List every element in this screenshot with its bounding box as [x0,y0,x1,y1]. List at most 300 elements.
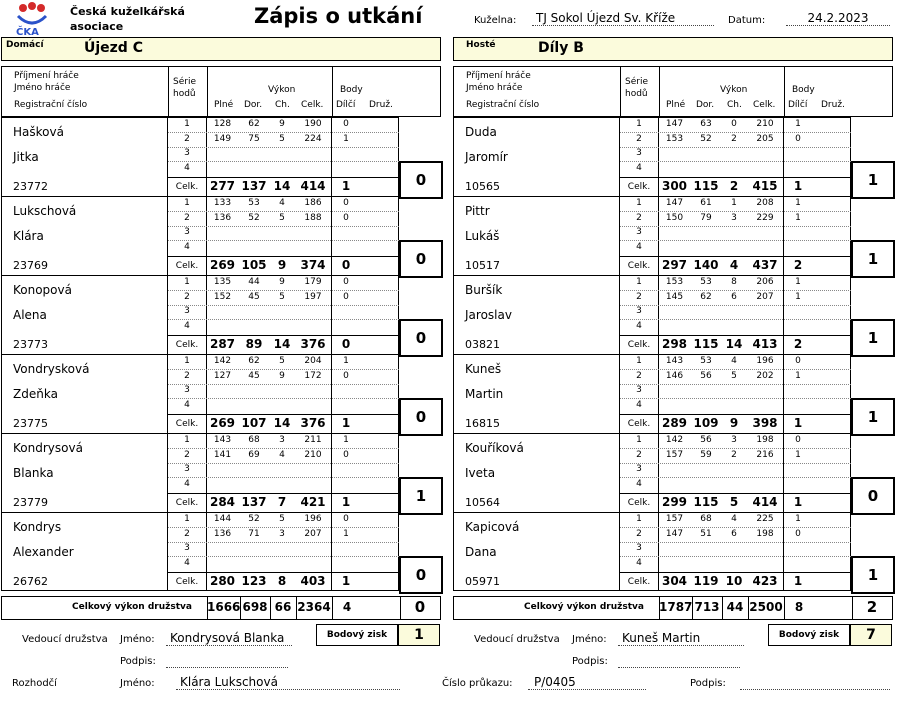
serie-dor-value: 53 [700,356,712,366]
total-dilci-value: 2 [793,337,803,351]
serie-ch-value: 9 [279,277,285,287]
serie-number: 2 [184,133,190,144]
serie-number: 4 [184,320,190,331]
dilci-header: Dílčí [336,100,356,110]
total-dor-value: 119 [693,574,719,588]
ch-header: Ch. [727,100,742,110]
serie-number: 1 [636,356,642,366]
serie-dor-value: 44 [248,277,260,287]
total-row-label: Celk. [627,498,651,508]
serie-dilci-value: 0 [795,133,801,144]
serie-celk-value: 202 [756,370,774,381]
player-first-name: Martin [465,387,504,401]
player-header-1: Příjmení hráče [466,71,531,81]
serie-ch-value: 5 [279,133,285,144]
serie-number: 4 [184,399,190,410]
serie-dilci-value: 1 [343,435,349,445]
serie-celk-value: 196 [756,356,774,366]
total-celk-value: 398 [752,416,778,430]
total-ch-value: 14 [273,416,291,430]
duel-points-box: 0 [399,240,443,278]
serie-celk-value: 216 [756,449,774,460]
column-divider [168,67,169,116]
total-dilci-value: 1 [341,416,351,430]
serie-dilci-value: 1 [795,370,801,381]
player-surname: Vondrysková [13,362,90,376]
player-registration: 03821 [465,338,500,351]
total-celk-value: 414 [300,179,326,193]
total-dilci-value: 1 [341,495,351,509]
column-divider [440,67,441,116]
player-surname: Kuneš [465,362,502,376]
serie-dor-value: 53 [248,198,260,208]
serie-ch-value: 5 [731,370,737,381]
serie-number: 2 [636,291,642,302]
serie-number: 4 [636,162,642,173]
duel-points-box: 0 [399,319,443,357]
player-registration: 23779 [13,496,48,509]
column-divider [270,597,271,619]
total-dor-value: 89 [245,337,263,351]
column-divider [332,597,333,619]
total-celk-value: 376 [300,337,326,351]
serie-ch-value: 4 [731,514,737,524]
page-title: Zápis o utkání [254,4,423,28]
total-divider [620,256,851,257]
player-separator [453,196,851,197]
total-plne-value: 287 [209,337,236,351]
celk-header: Celk. [301,100,324,110]
serie-dor-value: 52 [248,514,260,524]
total-plne-value: 269 [209,416,236,430]
serie-ch-value: 2 [731,449,737,460]
svg-text:ČKA: ČKA [16,27,39,36]
total-celk-value: 414 [752,495,778,509]
player-header-2: Jméno hráče [466,83,523,93]
serie-plne-value: 143 [213,435,232,445]
venue-label: Kuželna: [474,15,517,26]
team-total-dilci: 8 [794,600,804,614]
column-divider [748,597,749,619]
serie-plne-value: 147 [665,528,684,539]
total-ch-value: 8 [277,574,287,588]
player-first-name: Klára [13,229,44,243]
player-registration: 16815 [465,417,500,430]
away-points-value: 7 [850,624,892,646]
serie-celk-value: 229 [756,212,774,223]
total-plne-value: 299 [661,495,688,509]
home-team-total-row [1,596,441,620]
serie-dor-value: 45 [248,370,260,381]
serie-plne-value: 150 [665,212,684,223]
serie-plne-value: 157 [665,514,684,524]
vykon-header: Výkon [268,85,296,95]
serie-dilci-value: 0 [343,277,349,287]
column-divider [722,597,723,619]
duel-points-box: 1 [399,477,443,515]
serie-plne-value: 136 [213,212,232,223]
serie-dor-value: 68 [248,435,260,445]
column-divider [400,597,401,619]
team-total-label: Celkový výkon družstva [72,602,192,612]
team-total-druz: 2 [866,598,878,616]
serie-dor-value: 71 [248,528,260,539]
total-plne-value: 280 [209,574,236,588]
player-separator [1,433,399,434]
total-celk-value: 413 [752,337,778,351]
plne-header: Plné [666,100,686,110]
body-header: Body [340,85,363,95]
player-registration: 26762 [13,575,48,588]
referee-card-label: Číslo průkazu: [442,678,513,689]
serie-dilci-value: 0 [343,291,349,302]
cka-logo [14,2,50,36]
total-row-label: Celk. [627,419,651,429]
serie-dilci-value: 1 [795,291,801,302]
serie-dor-value: 79 [700,212,712,223]
player-first-name: Iveta [465,466,496,480]
total-dilci-value: 1 [793,416,803,430]
column-divider [659,67,660,116]
serie-ch-value: 5 [279,514,285,524]
serie-header-1: Série [173,77,196,87]
total-ch-value: 2 [729,179,739,193]
player-surname: Pittr [465,204,490,218]
player-surname: Buršík [465,283,503,297]
total-divider [168,572,399,573]
player-separator [453,354,851,355]
duel-points-box: 1 [851,556,895,594]
player-registration: 23772 [13,180,48,193]
serie-ch-value: 4 [279,449,285,460]
total-plne-value: 284 [209,495,236,509]
total-dor-value: 123 [241,574,267,588]
total-dor-value: 115 [693,179,719,193]
serie-ch-value: 5 [279,291,285,302]
total-ch-value: 4 [729,258,739,272]
serie-number: 3 [636,227,642,237]
serie-plne-value: 127 [213,370,232,381]
player-separator [453,275,851,276]
serie-plne-value: 143 [665,356,684,366]
serie-plne-value: 133 [213,198,232,208]
away-label: Hosté [466,40,496,50]
total-ch-value: 9 [729,416,739,430]
serie-number: 1 [184,514,190,524]
serie-celk-value: 198 [756,435,774,445]
total-divider [620,493,851,494]
player-separator [1,354,399,355]
serie-plne-value: 128 [213,119,232,129]
player-separator [1,196,399,197]
total-ch-value: 5 [729,495,739,509]
serie-ch-value: 4 [279,198,285,208]
serie-celk-value: 172 [304,370,322,381]
serie-plne-value: 135 [213,277,232,287]
total-dor-value: 115 [693,337,719,351]
player-registration: 10565 [465,180,500,193]
total-row-label: Celk. [175,498,199,508]
team-total-ch: 66 [274,600,292,614]
serie-plne-value: 157 [665,449,684,460]
serie-celk-value: 190 [304,119,322,129]
serie-number: 1 [636,198,642,208]
serie-number: 2 [636,370,642,381]
serie-plne-value: 142 [213,356,232,366]
team-total-dor: 713 [694,600,720,614]
referee-name: Klára Lukschová [176,675,400,690]
player-first-name: Jitka [13,150,39,164]
serie-number: 3 [636,306,642,316]
serie-celk-value: 207 [304,528,322,539]
referee-card: P/0405 [528,675,646,690]
away-column-header [453,66,893,117]
total-dor-value: 115 [693,495,719,509]
referee-sign-label: Podpis: [690,678,726,689]
total-celk-value: 403 [300,574,326,588]
serie-celk-value: 211 [304,435,322,445]
column-divider [784,597,785,619]
total-plne-value: 297 [661,258,688,272]
org-line-2: asociace [70,20,124,33]
serie-dor-value: 56 [700,370,712,381]
player-surname: Kapicová [465,520,520,534]
player-header-3: Registrační číslo [466,100,540,110]
serie-number: 1 [184,277,190,287]
home-sign-field [166,653,288,668]
total-ch-value: 7 [277,495,287,509]
player-first-name: Lukáš [465,229,500,243]
serie-number: 1 [636,435,642,445]
total-row-label: Celk. [175,419,199,429]
column-divider [207,67,208,116]
date-label: Datum: [728,15,766,26]
total-divider [620,177,851,178]
player-surname: Kondrys [13,520,62,534]
serie-number: 2 [184,212,190,223]
druz-header: Druž. [369,100,393,110]
total-ch-value: 14 [725,337,743,351]
serie-plne-value: 144 [213,514,232,524]
serie-number: 1 [636,514,642,524]
serie-dor-value: 62 [248,119,260,129]
serie-number: 2 [636,528,642,539]
column-divider [852,597,853,619]
serie-number: 2 [184,449,190,460]
serie-dor-value: 62 [700,291,712,302]
home-sign-label: Podpis: [120,656,156,667]
serie-plne-value: 152 [213,291,232,302]
serie-plne-value: 142 [665,435,684,445]
serie-dilci-value: 1 [343,133,349,144]
serie-dilci-value: 1 [795,449,801,460]
serie-dilci-value: 1 [343,528,349,539]
away-team-total-row [453,596,893,620]
column-divider [240,597,241,619]
column-divider [692,597,693,619]
total-dilci-value: 1 [793,495,803,509]
serie-celk-value: 225 [756,514,774,524]
column-divider [784,67,785,116]
total-divider [168,493,399,494]
home-team-bar [1,37,441,61]
serie-celk-value: 186 [304,198,322,208]
serie-number: 4 [184,162,190,173]
serie-plne-value: 147 [665,119,684,129]
druz-header: Druž. [821,100,845,110]
serie-ch-value: 8 [731,277,737,287]
total-celk-value: 421 [300,495,326,509]
team-total-label: Celkový výkon družstva [524,602,644,612]
serie-number: 4 [636,399,642,410]
total-divider [168,414,399,415]
total-celk-value: 415 [752,179,778,193]
player-registration: 05971 [465,575,500,588]
total-divider [620,414,851,415]
home-points-value: 1 [398,624,440,646]
serie-number: 1 [636,277,642,287]
total-ch-value: 10 [725,574,743,588]
serie-plne-value: 153 [665,133,684,144]
serie-celk-value: 198 [756,528,774,539]
duel-points-box: 1 [851,319,895,357]
total-dilci-value: 2 [793,258,803,272]
serie-ch-value: 0 [731,119,737,129]
total-celk-value: 374 [300,258,326,272]
serie-dilci-value: 0 [795,435,801,445]
home-label: Domácí [6,40,44,50]
column-divider [296,597,297,619]
away-team-bar [453,37,893,61]
team-total-celk: 2364 [297,600,331,614]
home-leader-name: Kondrysová Blanka [166,631,292,646]
serie-celk-value: 204 [304,356,322,366]
serie-ch-value: 2 [731,133,737,144]
serie-dor-value: 52 [248,212,260,223]
total-celk-value: 376 [300,416,326,430]
serie-plne-value: 147 [665,198,684,208]
total-dor-value: 137 [241,495,267,509]
duel-points-box: 0 [399,398,443,436]
serie-dor-value: 53 [700,277,712,287]
serie-dor-value: 63 [700,119,712,129]
duel-points-box: 0 [399,161,443,199]
total-celk-value: 437 [752,258,778,272]
player-header-3: Registrační číslo [14,100,88,110]
serie-number: 1 [184,119,190,129]
serie-dor-value: 52 [700,133,712,144]
serie-number: 4 [184,241,190,252]
serie-celk-value: 196 [304,514,322,524]
total-row-label: Celk. [175,340,199,350]
player-registration: 23773 [13,338,48,351]
player-first-name: Jaroslav [465,308,512,322]
column-divider [620,67,621,116]
serie-dilci-value: 1 [795,119,801,129]
duel-points-box: 0 [399,556,443,594]
away-players-sheet [453,117,893,593]
serie-plne-value: 146 [665,370,684,381]
total-row-label: Celk. [627,340,651,350]
serie-number: 3 [636,385,642,395]
serie-celk-value: 179 [304,277,322,287]
duel-points-box: 0 [851,477,895,515]
serie-celk-value: 224 [304,133,322,144]
player-first-name: Alena [13,308,47,322]
player-first-name: Zdeňka [13,387,58,401]
serie-number: 1 [184,198,190,208]
total-dor-value: 105 [241,258,267,272]
player-surname: Konopová [13,283,72,297]
serie-celk-value: 206 [756,277,774,287]
player-header-1: Příjmení hráče [14,71,79,81]
serie-number: 1 [184,435,190,445]
total-plne-value: 269 [209,258,236,272]
total-divider [168,335,399,336]
serie-celk-value: 210 [304,449,322,460]
away-sign-field [618,653,740,668]
serie-ch-value: 5 [279,356,285,366]
total-dor-value: 109 [693,416,719,430]
serie-number: 3 [636,464,642,474]
serie-celk-value: 207 [756,291,774,302]
serie-number: 1 [636,119,642,129]
serie-ch-value: 3 [279,528,285,539]
home-team-name: Újezd C [84,40,143,56]
player-registration: 23769 [13,259,48,272]
serie-celk-value: 210 [756,119,774,129]
serie-number: 3 [184,385,190,395]
total-plne-value: 289 [661,416,688,430]
serie-number: 3 [636,543,642,553]
total-dilci-value: 0 [341,337,351,351]
date-value: 24.2.2023 [786,11,890,26]
serie-number: 3 [184,227,190,237]
serie-ch-value: 1 [731,198,737,208]
player-surname: Hašková [13,125,64,139]
serie-header-1: Série [625,77,648,87]
serie-dilci-value: 1 [795,514,801,524]
player-separator [1,512,399,513]
home-players-sheet [1,117,441,593]
dilci-header: Dílčí [788,100,808,110]
organization-name [70,4,185,34]
dor-header: Dor. [244,100,263,110]
total-plne-value: 300 [661,179,688,193]
serie-ch-value: 3 [279,435,285,445]
serie-dilci-value: 0 [343,370,349,381]
body-header: Body [792,85,815,95]
serie-dor-value: 59 [700,449,712,460]
team-total-dor: 698 [242,600,268,614]
player-first-name: Dana [465,545,497,559]
plne-header: Plné [214,100,234,110]
referee-name-label: Jméno: [120,678,155,689]
serie-dor-value: 45 [248,291,260,302]
player-surname: Kondrysová [13,441,83,455]
serie-dilci-value: 0 [343,119,349,129]
team-total-plne: 1787 [659,600,693,614]
column-divider [659,597,660,619]
serie-number: 2 [636,133,642,144]
total-divider [168,177,399,178]
serie-dilci-value: 0 [343,198,349,208]
total-row-label: Celk. [627,577,651,587]
serie-celk-value: 188 [304,212,322,223]
serie-number: 3 [184,148,190,158]
total-dilci-value: 1 [341,179,351,193]
total-dilci-value: 0 [341,258,351,272]
